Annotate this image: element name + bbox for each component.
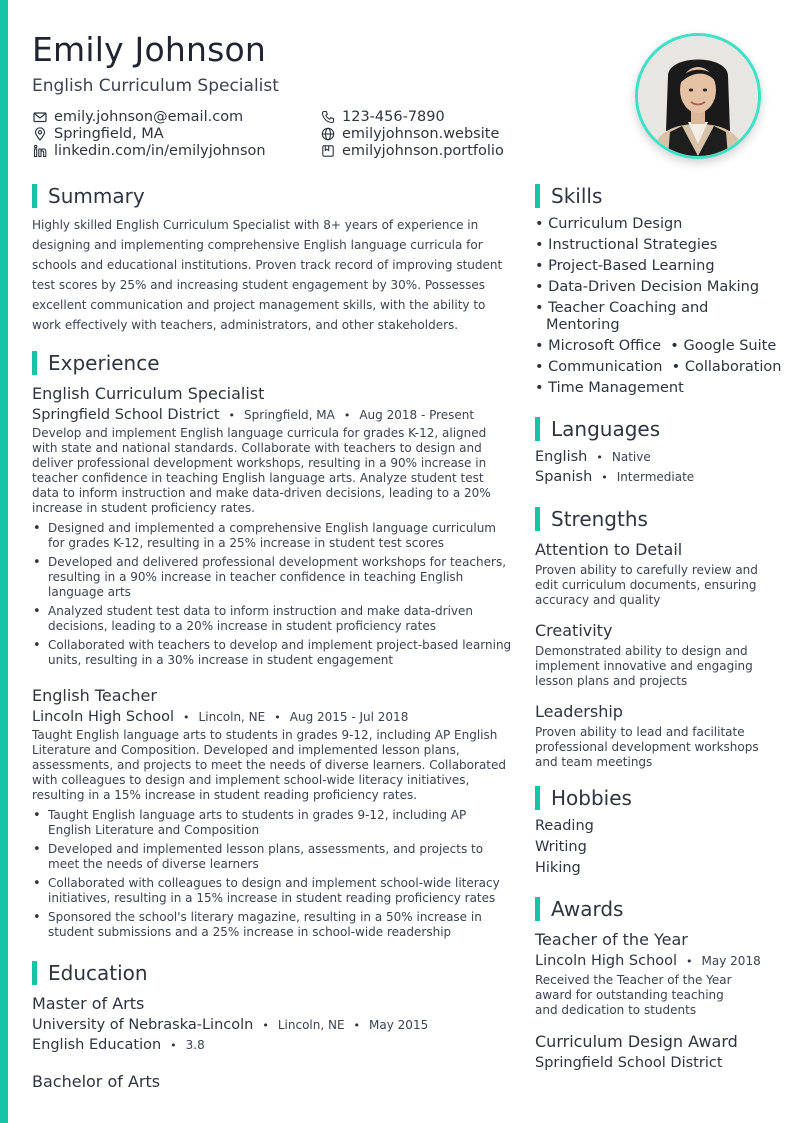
list-item: • Collaborated with colleagues to design and implement school-wide literacy initiatives, resulting in a 15% increase in student reading proficiency rates <box>32 876 512 906</box>
strength-item <box>535 621 775 689</box>
contact-location <box>32 125 266 142</box>
heading-text: Skills <box>551 184 603 208</box>
separator-dot: • <box>601 470 608 484</box>
skill-item: Curriculum Design <box>548 216 683 232</box>
linkedin-icon <box>32 144 48 158</box>
heading-accent <box>32 351 37 375</box>
skill-item: Time Management <box>548 380 684 396</box>
strength-description: Proven ability to carefully review and edit curriculum documents, ensuring accuracy and quality <box>535 563 758 607</box>
strength-title: Creativity <box>535 621 613 640</box>
skill-row: • Microsoft Office • Google Suite <box>535 338 777 354</box>
language-level: Native <box>611 450 651 464</box>
education-item <box>32 994 512 1053</box>
contact-phone[interactable] <box>320 108 504 125</box>
language-level: Intermediate <box>616 470 695 484</box>
separator-dot: • <box>170 1038 177 1052</box>
award-item <box>535 1032 775 1071</box>
job-meta <box>32 709 512 725</box>
section-heading-strengths <box>535 507 648 531</box>
skill-item: Data-Driven Decision Making <box>548 279 760 295</box>
job-meta <box>32 407 512 423</box>
school-name: University of Nebraska-Lincoln <box>32 1017 254 1033</box>
degree-title: Master of Arts <box>32 994 145 1013</box>
portrait-illustration <box>638 36 758 156</box>
skill-row: • Time Management <box>535 380 684 396</box>
email-text: emily.johnson@email.com <box>54 108 244 125</box>
portfolio-text: emilyjohnson.portfolio <box>342 142 504 159</box>
section-heading-hobbies <box>535 786 632 810</box>
strength-item <box>535 702 775 770</box>
section-heading-skills <box>535 184 602 208</box>
separator-dot: • <box>262 1018 269 1032</box>
heading-accent <box>535 184 540 208</box>
field-of-study: English Education <box>32 1037 162 1053</box>
section-heading-summary <box>32 184 145 208</box>
profile-photo <box>635 33 761 159</box>
education-field-row <box>32 1037 512 1053</box>
education-meta <box>32 1017 512 1033</box>
skill-item: Project-Based Learning <box>548 258 715 274</box>
contact-website[interactable] <box>320 125 504 142</box>
skill-item: Instructional Strategies <box>548 237 718 253</box>
section-heading-education <box>32 961 148 985</box>
contact-list-left <box>32 108 266 159</box>
award-title: Curriculum Design Award <box>535 1032 738 1051</box>
accent-bar <box>0 0 8 1123</box>
award-meta <box>535 953 775 969</box>
list-item: • Sponsored the school's literary magazine, resulting in a 50% increase in student submissions and a 25% increase in school-wide readership <box>32 910 512 940</box>
experience-item <box>32 686 512 944</box>
list-item: • Taught English language arts to students in grades 9-12, including AP English Literature and Composition <box>32 808 512 838</box>
summary-text: Highly skilled English Curriculum Specialist with 8+ years of experience in designing and implementing comprehensive English language curricula for schools and educational institutions. Proven track record of improving student test scores by 25% and increasing student engagement by 30%. Possesses excellent communication and project management skills, with the ability to work effectively with teachers, administrators, and other stakeholders. <box>32 218 503 332</box>
skill-item: Teacher Coaching and Mentoring <box>546 300 709 333</box>
experience-item <box>32 384 512 672</box>
hobby-item: Hiking <box>535 860 581 876</box>
job-title: English Teacher <box>32 686 157 705</box>
skill-row: • Instructional Strategies <box>535 237 718 253</box>
job-bullets <box>32 808 512 940</box>
section-heading-experience <box>32 351 160 375</box>
language-item <box>535 469 775 485</box>
skill-row: • Data-Driven Decision Making <box>535 279 760 295</box>
heading-accent <box>535 507 540 531</box>
degree-title: Bachelor of Arts <box>32 1072 161 1091</box>
separator-dot: • <box>228 408 236 422</box>
award-title: Teacher of the Year <box>535 930 688 949</box>
contact-list-right <box>320 108 504 159</box>
award-org: Lincoln High School <box>535 953 678 969</box>
award-org: Springfield School District <box>535 1055 723 1071</box>
heading-text: Languages <box>551 417 661 441</box>
job-dates: Aug 2018 - Present <box>359 408 475 422</box>
education-item <box>32 1072 512 1091</box>
job-org: Lincoln High School <box>32 709 175 725</box>
section-heading-languages <box>535 417 660 441</box>
separator-dot: • <box>353 1018 361 1032</box>
website-text: emilyjohnson.website <box>342 125 500 142</box>
heading-accent <box>32 184 37 208</box>
list-item: • Collaborated with teachers to develop and implement project-based learning units, resulting in a 30% increase in student engagement <box>32 638 512 668</box>
graduation-date: May 2015 <box>369 1018 429 1032</box>
separator-dot: • <box>686 954 693 968</box>
skill-item: Microsoft Office <box>548 338 662 354</box>
separator-dot: • <box>596 450 603 464</box>
hobby-item: Writing <box>535 839 587 855</box>
skill-row: • Teacher Coaching and Mentoring <box>535 300 709 333</box>
skill-item: Google Suite <box>683 338 777 354</box>
heading-accent <box>535 897 540 921</box>
heading-text: Experience <box>48 351 160 375</box>
contact-portfolio[interactable] <box>320 142 504 159</box>
award-date: May 2018 <box>701 954 761 968</box>
heading-accent <box>535 417 540 441</box>
gpa-value: 3.8 <box>185 1038 205 1052</box>
contact-email[interactable] <box>32 108 266 125</box>
job-dates: Aug 2015 - Jul 2018 <box>289 710 409 724</box>
school-location: Lincoln, NE <box>277 1018 345 1032</box>
location-pin-icon <box>32 127 48 141</box>
award-item <box>535 930 775 1018</box>
linkedin-text: linkedin.com/in/emilyjohnson <box>54 142 266 159</box>
skill-item: Communication <box>548 359 663 375</box>
job-description: Develop and implement English language curricula for grades K-12, aligned with state and national standards. Collaborate with teachers to design and deliver professional development workshops, resulting in a 90% increase in teacher confidence in teaching English language arts. Analyze student test data to inform instruction and make data-driven decisions, leading to a 20% increase in student proficiency rates. <box>32 426 491 515</box>
languages-list <box>535 449 775 489</box>
heading-text: Hobbies <box>551 786 632 810</box>
list-item: • Designed and implemented a comprehensive English language curriculum for grades K-12, resulting in a 25% increase in student test scores <box>32 521 512 551</box>
contact-linkedin[interactable] <box>32 142 266 159</box>
language-item <box>535 449 775 465</box>
skill-row: • Project-Based Learning <box>535 258 715 274</box>
language-name: English <box>535 449 588 465</box>
candidate-name: Emily Johnson <box>32 30 267 69</box>
section-heading-awards <box>535 897 623 921</box>
job-bullets <box>32 521 512 668</box>
phone-icon <box>320 110 336 124</box>
skill-row: • Communication • Collaboration <box>535 359 782 375</box>
language-name: Spanish <box>535 469 593 485</box>
location-text: Springfield, MA <box>54 125 164 142</box>
job-location: Springfield, MA <box>244 408 335 422</box>
award-meta <box>535 1055 775 1071</box>
list-item: • Developed and implemented lesson plans, assessments, and projects to meet the needs of diverse learners <box>32 842 512 872</box>
strength-title: Leadership <box>535 702 623 721</box>
portfolio-icon <box>320 144 336 158</box>
heading-text: Strengths <box>551 507 648 531</box>
job-org: Springfield School District <box>32 407 220 423</box>
phone-text: 123-456-7890 <box>342 108 445 125</box>
candidate-title: English Curriculum Specialist <box>32 76 279 96</box>
globe-icon <box>320 127 336 141</box>
heading-accent <box>32 961 37 985</box>
hobbies-list <box>535 818 775 881</box>
skill-row: • Curriculum Design <box>535 216 683 232</box>
mail-icon <box>32 110 48 124</box>
hobby-item: Reading <box>535 818 594 834</box>
job-location: Lincoln, NE <box>198 710 266 724</box>
job-title: English Curriculum Specialist <box>32 384 265 403</box>
strength-item <box>535 540 775 608</box>
separator-dot: • <box>274 710 281 724</box>
heading-text: Awards <box>551 897 624 921</box>
list-item: • Developed and delivered professional development workshops for teachers, resulting in a 90% increase in teacher confidence in teaching English language arts <box>32 555 512 600</box>
separator-dot: • <box>343 408 351 422</box>
heading-text: Summary <box>48 184 145 208</box>
strength-description: Proven ability to lead and facilitate professional development workshops and team meetings <box>535 725 759 769</box>
award-description: Received the Teacher of the Year award for outstanding teaching and dedication to students <box>535 973 732 1017</box>
separator-dot: • <box>183 710 190 724</box>
strength-description: Demonstrated ability to design and implement innovative and engaging lesson plans and projects <box>535 644 753 688</box>
job-description: Taught English language arts to students in grades 9-12, including AP English Literature and Composition. Developed and implemented lesson plans, assessments, and projects to meet the needs of diverse learners. Collaborated with colleagues to design and implement school-wide literacy initiatives, resulting in a 15% increase in student reading proficiency rates. <box>32 728 506 802</box>
list-item: • Analyzed student test data to inform instruction and make data-driven decisions, leading to a 20% increase in student proficiency rates <box>32 604 512 634</box>
strength-title: Attention to Detail <box>535 540 683 559</box>
heading-text: Education <box>48 961 148 985</box>
skill-item: Collaboration <box>684 359 782 375</box>
heading-accent <box>535 786 540 810</box>
skills-list <box>535 216 782 401</box>
